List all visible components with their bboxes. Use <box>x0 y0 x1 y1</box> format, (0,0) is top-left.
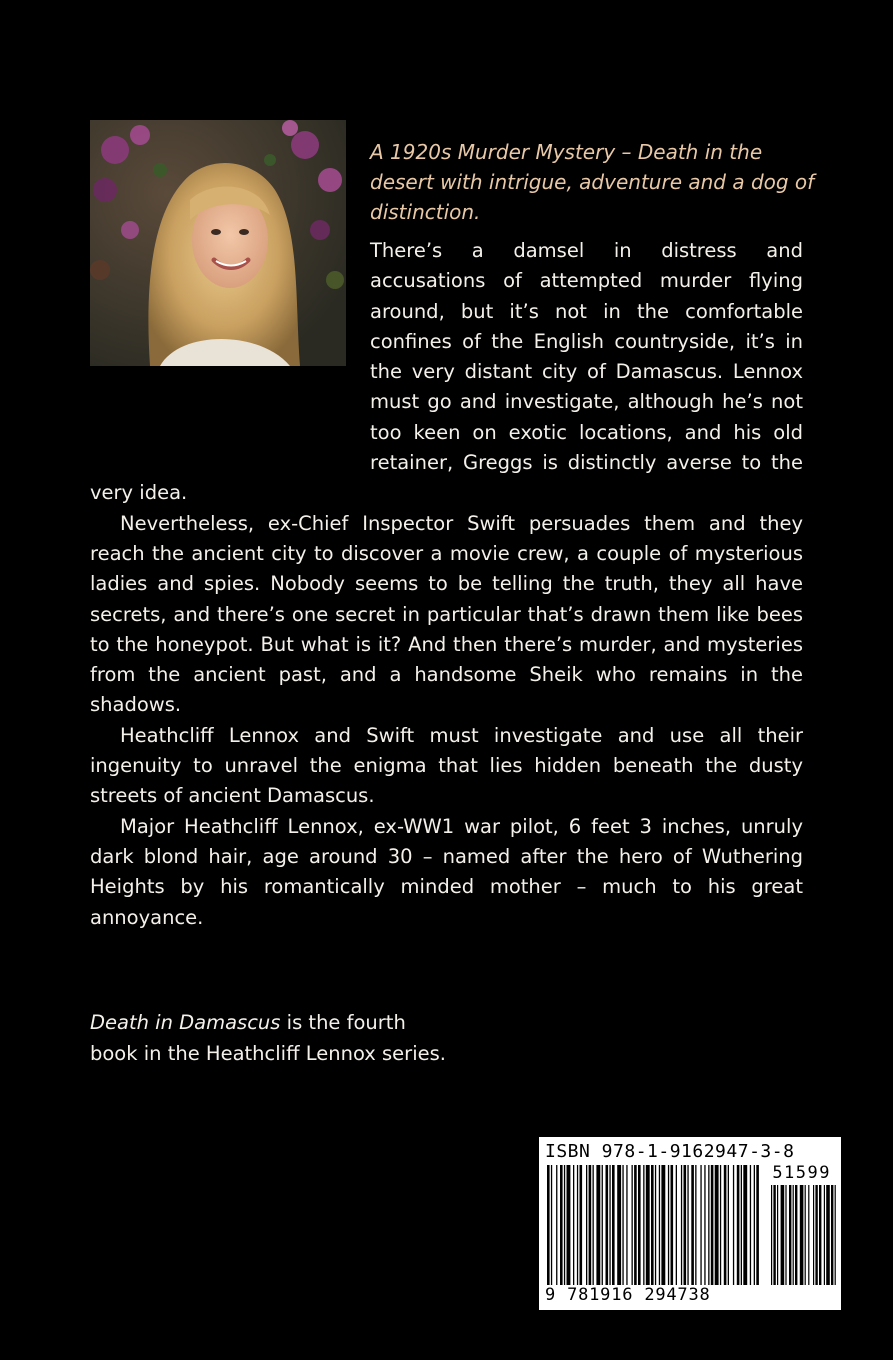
barcode-bar <box>560 1165 563 1285</box>
series-note-text: is the fourth <box>280 1011 406 1034</box>
price-code: 51599 <box>772 1163 831 1183</box>
barcode-bar <box>593 1165 594 1285</box>
barcode-bar <box>659 1165 660 1285</box>
barcode-bar <box>617 1165 621 1285</box>
series-note-line2: book in the Heathcliff Lennox series. <box>90 1042 446 1065</box>
barcode-bar <box>826 1185 830 1285</box>
barcode-bar <box>700 1165 701 1285</box>
barcode-bar <box>573 1165 574 1285</box>
barcode-bar <box>661 1165 665 1285</box>
barcode-bar <box>681 1165 682 1285</box>
photo-spacer <box>90 236 370 458</box>
barcode-bar <box>634 1165 637 1285</box>
barcode-bar <box>756 1165 759 1285</box>
barcode-bar <box>733 1165 734 1285</box>
barcode-bar <box>781 1185 785 1285</box>
isbn-barcode <box>539 1137 841 1310</box>
barcode-bar <box>684 1165 687 1285</box>
barcode-bar <box>785 1185 786 1285</box>
barcode-bar <box>602 1165 603 1285</box>
barcode-bar <box>715 1165 719 1285</box>
barcode-bar <box>815 1185 817 1285</box>
barcode-bar <box>606 1165 609 1285</box>
barcode-bar <box>831 1185 833 1285</box>
barcode-bar <box>643 1165 644 1285</box>
barcode-bar <box>655 1165 656 1285</box>
barcode-bar <box>580 1165 583 1285</box>
barcode-bar <box>724 1165 727 1285</box>
barcode-bar <box>813 1185 814 1285</box>
blurb-paragraph: Nevertheless, ex-Chief Inspector Swift persuades them and they reach the ancient city to discover a movie crew, a couple of mysterious ladies and spies. Nobody seems to be telling the truth, they all have secrets, and there’s one secret in particular that’s drawn them like bees to the honeypot. But what is it? And then there’s murder, and mysteries from the ancient past, and a handsome Sheik who remains in the shadows. <box>90 511 803 717</box>
barcode-bar <box>708 1165 709 1285</box>
barcode-bar <box>777 1185 778 1285</box>
barcode-bar <box>711 1165 714 1285</box>
barcode-bar <box>589 1165 592 1285</box>
barcode-bar <box>609 1165 610 1285</box>
blurb-paragraph: Major Heathcliff Lennox, ex-WW1 war pilot, 6 feet 3 inches, unruly dark blond hair, age around 30 – named after the hero of Wuthering Heights by his romantically minded mother – much to his great annoyance. <box>90 814 803 929</box>
barcode-bar <box>671 1165 674 1285</box>
barcode-bar <box>596 1165 600 1285</box>
barcode-bar <box>622 1165 623 1285</box>
barcode-bar <box>691 1165 694 1285</box>
barcode-bar <box>567 1165 571 1285</box>
tagline: A 1920s Murder Mystery – Death in the desert with intrigue, adventure and a dog of distinction. <box>370 140 815 224</box>
barcode-bar <box>676 1165 677 1285</box>
barcode-bar <box>632 1165 633 1285</box>
barcode-bar <box>728 1165 729 1285</box>
barcode-bar <box>773 1185 775 1285</box>
barcode-bar <box>805 1185 806 1285</box>
isbn-label: ISBN 978-1-9162947-3-8 <box>545 1141 795 1162</box>
barcode-bar <box>704 1165 705 1285</box>
barcode-bar <box>808 1185 809 1285</box>
series-book-title: Death in Damascus <box>90 1011 281 1034</box>
ean-digits: 9 781916 294738 <box>545 1285 711 1305</box>
barcode-bar <box>835 1185 836 1285</box>
barcode-bar <box>612 1165 615 1285</box>
barcode-bar <box>695 1165 696 1285</box>
barcode-bar <box>556 1165 557 1285</box>
blurb <box>90 236 803 933</box>
barcode-bar <box>795 1185 797 1285</box>
barcode-bar <box>586 1165 587 1285</box>
barcode-bar <box>793 1185 794 1285</box>
blurb-paragraph: Heathcliff Lennox and Swift must investigate and use all their ingenuity to unravel the enigma that lies hidden beneath the dusty streets of ancient Damascus. <box>90 723 803 808</box>
barcode-bar <box>646 1165 650 1285</box>
series-note <box>90 1007 510 1069</box>
barcode-bar <box>737 1165 740 1285</box>
barcode-bar <box>743 1165 747 1285</box>
barcode-bar <box>741 1165 742 1285</box>
barcode-bar <box>754 1165 755 1285</box>
barcode-bar <box>638 1165 641 1285</box>
barcode-bar <box>626 1165 627 1285</box>
barcode-bar <box>771 1185 772 1285</box>
barcode-bar <box>668 1165 669 1285</box>
barcode-bar <box>564 1165 565 1285</box>
barcode-bar <box>819 1185 821 1285</box>
barcode-bar <box>577 1165 578 1285</box>
blurb-paragraph: There’s a damsel in distress and accusations of attempted murder flying around, but it’s not in the comfortable confines of the English countryside, it’s in the very distant city of Damascus. Lennox must go and investigate, although he’s not too keen on exotic locations, and his old retainer, Greggs is distinctly averse to the very idea. <box>90 239 803 505</box>
barcode-bar <box>551 1165 552 1285</box>
barcode-bar <box>800 1185 804 1285</box>
barcode-bar <box>651 1165 654 1285</box>
barcode-bar <box>789 1185 791 1285</box>
barcode-bar <box>687 1165 688 1285</box>
barcode-bar <box>750 1165 751 1285</box>
barcode-bar <box>824 1185 825 1285</box>
barcode-bar <box>720 1165 721 1285</box>
barcode-bar <box>547 1165 550 1285</box>
